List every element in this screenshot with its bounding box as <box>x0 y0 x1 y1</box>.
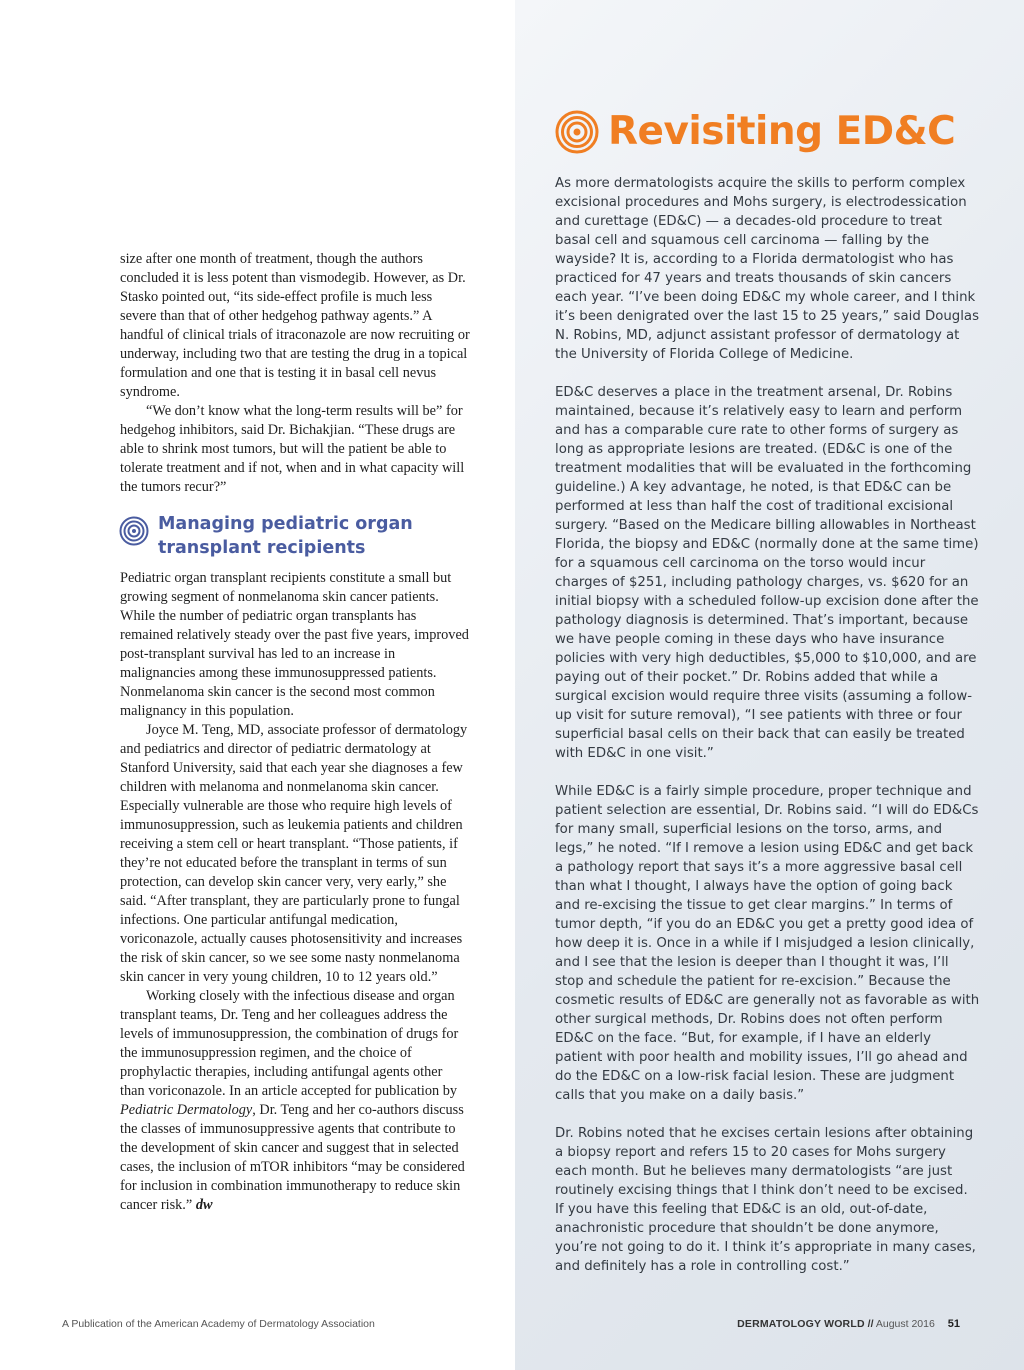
journal-name: Pediatric Dermatology <box>120 1102 253 1118</box>
sidebar-article <box>555 110 980 1295</box>
footer-folio <box>737 1318 960 1330</box>
concentric-target-icon <box>119 516 149 546</box>
article-paragraph: Joyce M. Teng, MD, associate professor of dermatology and pediatrics and director of pediatric dermatology at Stanford University, said that each year she diagnoses a few children with melanoma and nonmelanoma skin cancer. Especially vulnerable are those who require high levels of immunosuppression, such as leukemia patients and children receiving a stem cell or heart transplant. “Those patients, if they’re not educated before the transplant in terms of sun protection, can develop skin cancer very, very early,” she said. “After transplant, they are particularly prone to fungal infections. One particular antifungal medication, voriconazole, actually causes photosensitivity and increases the risk of skin cancer, so we see some nasty nonmelanoma skin cancer in very young children, 10 to 12 years old.” <box>120 722 468 985</box>
footer-publication: A Publication of the American Academy of Dermatology Association <box>62 1318 375 1330</box>
article-paragraph: size after one month of treatment, though the authors concluded it is less potent than vismodegib. However, as Dr. Stasko pointed out, “its side-effect profile is much less severe than that of other hedgehog pathway agents.” A handful of clinical trials of itraconazole are now recruiting or underway, including two that are testing the drug in a topical formulation and one that is testing it in basal cell nevus syndrome. <box>120 251 470 400</box>
sidebar-title-row <box>555 110 980 154</box>
subhead-title: Managing pediatric organ transplant recipients <box>158 514 413 558</box>
sidebar-title: Revisiting ED&C <box>608 109 956 154</box>
sidebar-paragraph: Dr. Robins noted that he excises certain lesions after obtaining a biopsy report and refers 15 to 20 cases for Mohs surgery each month. But he believes many dermatologists “are just routinely excising things that I think don’t need to be excised. If you have this feeling that ED&C is an old, out-of-date, anachronistic procedure that shouldn’t be done anymore, you’re not going to do it. I think it’s appropriate in many cases, and definitely has a role in controlling cost.” <box>555 1126 976 1274</box>
article-paragraph: Pediatric organ transplant recipients constitute a small but growing segment of nonmelanoma skin cancer patients. While the number of pediatric organ transplants has remained relatively steady over the past five years, improved post-transplant survival has led to an increase in malignancies among these immunosuppressed patients. Nonmelanoma skin cancer is the second most common malignancy in this population. <box>120 570 469 719</box>
concentric-target-icon <box>555 110 599 154</box>
paragraph-text: Working closely with the infectious disease and organ transplant teams, Dr. Teng and her colleagues address the levels of immunosuppression, the combination of drugs for the immunosuppression regimen, and the choice of prophylactic therapies, including antifungal agents other than voriconazole. In an article accepted for publication by <box>120 988 459 1099</box>
page-number: 51 <box>947 1318 960 1330</box>
section-subhead <box>120 512 470 560</box>
issue-date: August 2016 <box>875 1318 935 1330</box>
sidebar-paragraph: As more dermatologists acquire the skills to perform complex excisional procedures and Mohs surgery, is electrodessication and curettage (ED&C) — a decades-old procedure to treat basal cell and squamous cell carcinoma — falling by the wayside? It is, according to a Florida dermatologist who has practiced for 47 years and treats thousands of skin cancers each year. “I’ve been doing ED&C my whole career, and I think it’s been denigrated over the last 15 to 25 years,” said Douglas N. Robins, MD, adjunct assistant professor of dermatology at the University of Florida College of Medicine. <box>555 176 979 362</box>
main-article-column <box>120 250 470 1215</box>
magazine-name: DERMATOLOGY WORLD <box>737 1318 865 1330</box>
article-paragraph: “We don’t know what the long-term results will be” for hedgehog inhibitors, said Dr. Bichakjian. “These drugs are able to shrink most tumors, but will the patient be able to tolerate treatment and if not, when and in what capacity will the tumors recur?” <box>120 403 465 495</box>
article-paragraph <box>120 987 470 1215</box>
sidebar-paragraph: While ED&C is a fairly simple procedure, proper technique and patient selection are essential, Dr. Robins said. “I will do ED&Cs for many small, superficial lesions on the torso, arms, and legs,” he noted. “If I remove a lesion using ED&C and get back a pathology report that says it’s a more aggressive basal cell than what I thought, I always have the option of going back and re-excising the tissue to get clear margins.” In terms of tumor depth, “if you do an ED&C you get a pretty good idea of how deep it is. Once in a while if I misjudged a lesion clinically, and I see that the lesion is deeper than I thought it was, I’ll stop and schedule the patient for re-excision.” Because the cosmetic results of ED&C are generally not as favorable as with other surgical methods, Dr. Robins does not often perform ED&C on the face. “But, for example, if I have an elderly patient with poor health and mobility issues, I’ll go ahead and do the ED&C on a low-risk facial lesion. These are judgment calls that you make on a daily basis.” <box>555 784 980 1103</box>
paragraph-text: , Dr. Teng and her co-authors discuss the classes of immunosuppressive agents that contribute to the development of skin cancer and suggest that in selected cases, the inclusion of mTOR inhibitors “may be considered for inclusion in combination immunotherapy to reduce skin cancer risk.” <box>120 1102 465 1213</box>
sidebar-paragraph: ED&C deserves a place in the treatment arsenal, Dr. Robins maintained, because it’s relatively easy to learn and perform and has a comparable cure rate to other forms of surgery as long as appropriate lesions are treated. (ED&C is one of the treatment modalities that will be evaluated in the forthcoming guideline.) A key advantage, he noted, is that ED&C can be performed at less than half the cost of traditional excisional surgery. “Based on the Medicare billing allowables in Northeast Florida, the biopsy and ED&C (normally done at the same time) for a squamous cell carcinoma on the torso would incur charges of $251, including pathology charges, vs. $620 for an initial biopsy with a scheduled follow-up excision done after the pathology diagnosis is determined. That’s important, because we have people coming in these days who have insurance policies with very high deductibles, $5,000 to $10,000, and are paying out of their pocket.” Dr. Robins added that while a surgical excision would require three visits (assuming a follow-up visit for suture removal), “I see patients with three or four superficial basal cells on their back that can easily be treated with ED&C in one visit.” <box>555 385 979 761</box>
end-signoff: dw <box>195 1197 213 1213</box>
folio-separator: // <box>867 1318 874 1330</box>
